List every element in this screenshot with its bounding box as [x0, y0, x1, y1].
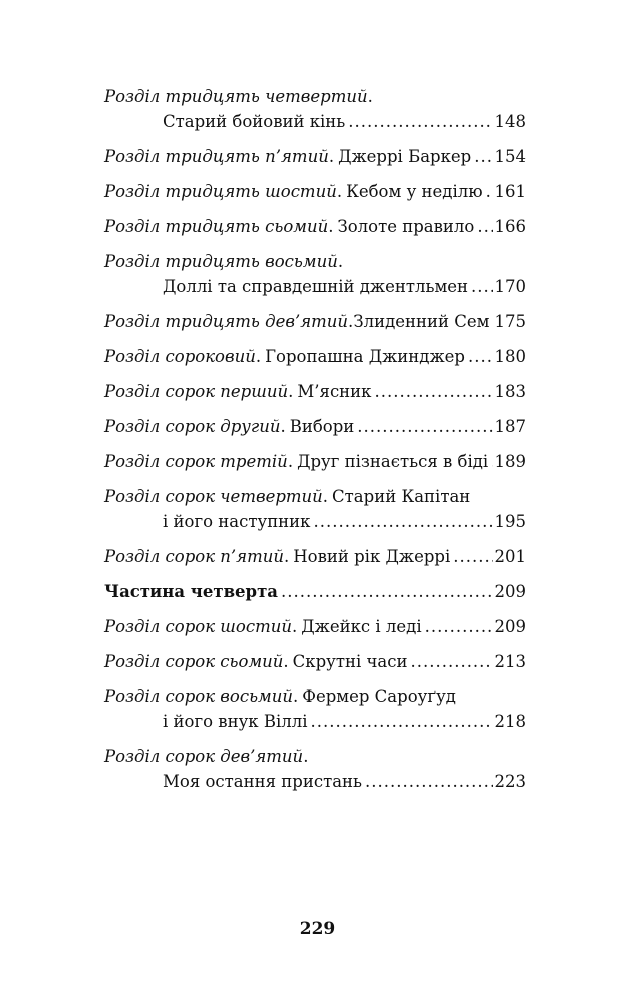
toc-entry	[104, 344, 526, 369]
toc-line	[104, 684, 526, 709]
toc-line	[104, 769, 526, 794]
dot-leader	[491, 449, 492, 474]
chapter-label: Розділ сорок шостий	[104, 617, 292, 636]
chapter-label: Розділ сорок п’ятий	[104, 547, 284, 566]
chapter-label: Розділ сорок третій	[104, 452, 288, 471]
toc-line	[104, 614, 526, 639]
page-ref: 180	[494, 347, 526, 366]
toc-line	[104, 379, 526, 404]
chapter-label: Розділ сорок сьомий	[104, 652, 284, 671]
page-number: 229	[299, 919, 336, 939]
chapter-separator: .	[292, 617, 298, 636]
page-ref: 170	[494, 277, 526, 296]
toc-entry	[104, 179, 526, 204]
toc-entry	[104, 84, 526, 134]
page-ref: 223	[494, 772, 526, 791]
chapter-title-continued: і його наступник	[163, 512, 311, 531]
toc-line	[104, 579, 526, 604]
chapter-label: Розділ сороковий	[104, 347, 256, 366]
toc-entry	[104, 649, 526, 674]
chapter-separator: .	[284, 547, 290, 566]
page-ref: 166	[494, 217, 526, 236]
toc-entry	[104, 544, 526, 569]
page-ref: 161	[494, 182, 526, 201]
toc-line	[104, 449, 526, 474]
chapter-title: Джейкс і леді	[301, 617, 422, 636]
dot-leader	[474, 144, 492, 169]
chapter-separator: .	[280, 417, 286, 436]
chapter-label: Розділ тридцять п’ятий	[104, 147, 329, 166]
chapter-separator: .	[322, 487, 329, 506]
chapter-label: Розділ сорок перший	[104, 382, 289, 401]
dot-leader	[477, 214, 492, 239]
toc-entry	[104, 684, 526, 734]
chapter-title: Старий Капітан	[332, 487, 471, 506]
toc-entry	[104, 249, 526, 299]
page-ref: 148	[494, 112, 526, 131]
chapter-label: Розділ сорок восьмий	[104, 687, 293, 706]
page-ref: 209	[494, 582, 526, 601]
dot-leader	[468, 344, 493, 369]
dot-leader	[357, 414, 492, 439]
toc-line	[104, 249, 526, 274]
chapter-title-continued: і його внук Віллі	[163, 712, 308, 731]
chapter-title: Скрутні часи	[292, 652, 408, 671]
chapter-title: Моя остання пристань	[163, 772, 363, 791]
toc-entry	[104, 214, 526, 239]
chapter-title: Кебом у неділю	[346, 182, 483, 201]
toc-line	[104, 179, 526, 204]
chapter-separator: .	[293, 687, 299, 706]
chapter-separator: .	[288, 382, 294, 401]
chapter-label: Розділ тридцять сьомий	[104, 217, 329, 236]
page-ref: 187	[494, 417, 526, 436]
chapter-title: Горопашна Джинджер	[265, 347, 465, 366]
chapter-label: Розділ тридцять восьмий	[104, 252, 338, 271]
dot-leader	[453, 544, 492, 569]
table-of-contents	[104, 84, 526, 804]
dot-leader	[314, 509, 493, 534]
chapter-separator: .	[255, 347, 262, 366]
page-ref: 218	[494, 712, 526, 731]
chapter-title: Джеррі Баркер	[338, 147, 472, 166]
chapter-separator: .	[287, 452, 294, 471]
toc-line	[104, 309, 526, 334]
page-ref: 175	[494, 312, 526, 331]
dot-leader	[425, 614, 493, 639]
chapter-separator: .	[283, 652, 289, 671]
toc-line	[104, 274, 526, 299]
chapter-title: Фермер Сароуґуд	[302, 687, 456, 706]
dot-leader	[410, 649, 492, 674]
toc-entry	[104, 449, 526, 474]
chapter-label: Розділ тридцять шостий	[104, 182, 337, 201]
toc-entry	[104, 379, 526, 404]
chapter-separator: .	[336, 182, 343, 201]
toc-entry	[104, 414, 526, 439]
page-ref: 183	[494, 382, 526, 401]
page-ref: 154	[494, 147, 526, 166]
page-ref: 195	[494, 512, 526, 531]
toc-entry	[104, 744, 526, 794]
dot-leader	[471, 274, 492, 299]
toc-line	[104, 344, 526, 369]
toc-entry	[104, 309, 526, 334]
page-ref: 201	[494, 547, 526, 566]
chapter-separator: .	[328, 217, 334, 236]
toc-line	[104, 509, 526, 534]
chapter-title: Доллі та справдешній джентльмен	[163, 277, 469, 296]
toc-line	[104, 544, 526, 569]
toc-entry	[104, 484, 526, 534]
toc-line	[104, 214, 526, 239]
chapter-separator: .	[337, 252, 344, 271]
toc-line	[104, 649, 526, 674]
chapter-title: М’ясник	[297, 382, 372, 401]
toc-line	[104, 484, 526, 509]
chapter-label: Розділ тридцять дев’ятий	[104, 312, 349, 331]
toc-line	[104, 744, 526, 769]
chapter-label: Розділ сорок другий	[104, 417, 281, 436]
toc-line	[104, 709, 526, 734]
chapter-title: Старий бойовий кінь	[163, 112, 346, 131]
chapter-title: Новий рік Джеррі	[293, 547, 451, 566]
chapter-label: Розділ сорок четвертий	[104, 487, 323, 506]
toc-entry	[104, 614, 526, 639]
chapter-separator: .	[348, 312, 354, 331]
toc-entry	[104, 144, 526, 169]
page-ref: 189	[494, 452, 526, 471]
chapter-title: Вибори	[289, 417, 355, 436]
dot-leader	[348, 109, 492, 134]
page-ref: 209	[494, 617, 526, 636]
chapter-title: Друг пізнається в біді	[297, 452, 489, 471]
toc-line	[104, 84, 526, 109]
dot-leader	[375, 379, 493, 404]
toc-line	[104, 414, 526, 439]
toc-line	[104, 144, 526, 169]
chapter-label: Розділ сорок дев’ятий	[104, 747, 304, 766]
dot-leader	[486, 179, 493, 204]
chapter-title: Злиденний Сем	[353, 312, 490, 331]
part-heading: Частина четверта	[104, 582, 278, 601]
chapter-separator: .	[367, 87, 373, 106]
toc-line	[104, 109, 526, 134]
chapter-title: Золоте правило	[337, 217, 475, 236]
toc-part-entry	[104, 579, 526, 604]
dot-leader	[365, 769, 492, 794]
chapter-separator: .	[328, 147, 335, 166]
dot-leader	[310, 709, 492, 734]
page-ref: 213	[494, 652, 526, 671]
chapter-label: Розділ тридцять четвертий	[104, 87, 368, 106]
dot-leader	[281, 579, 493, 604]
chapter-separator: .	[303, 747, 309, 766]
